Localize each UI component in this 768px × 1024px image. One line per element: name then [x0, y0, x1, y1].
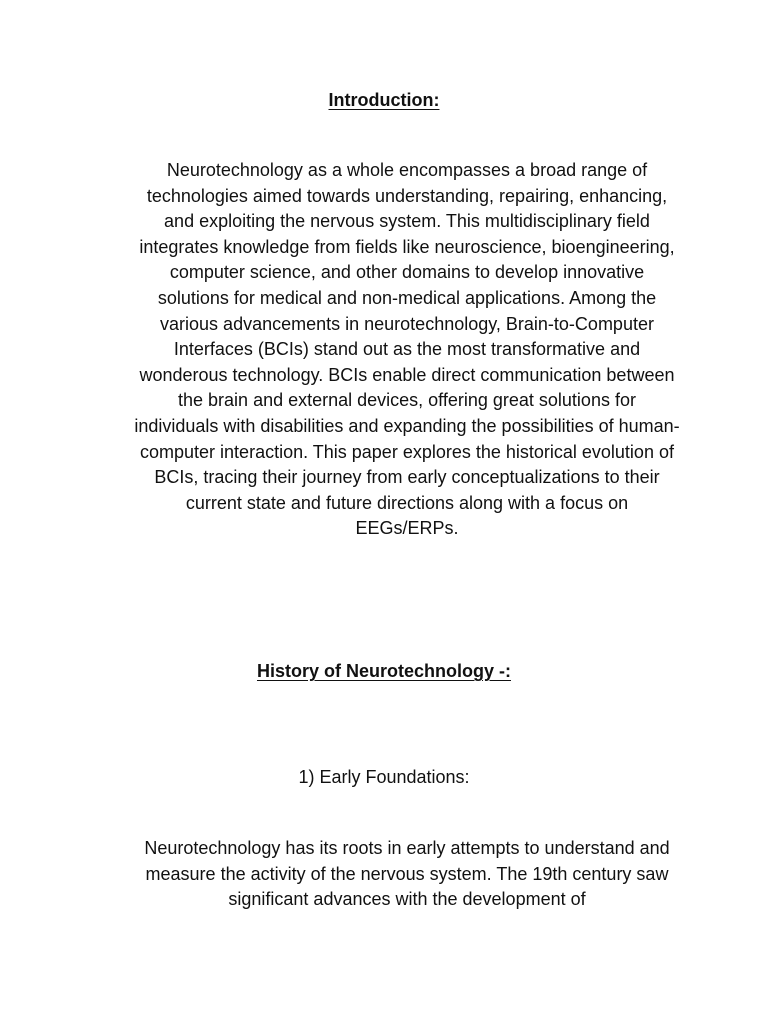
introduction-paragraph: Neurotechnology as a whole encompasses a broad range of technologies aimed towards understanding, repairing, enhancing, and exploiting the nervous system. This multidisciplinary field integrates knowledge from fields like neuroscience, bioengineering, computer science, and other domains to develop innovative solutions for medical and non-medical applications. Among the various advancements in neurotechnology, Brain-to-Computer Interfaces (BCIs) stand out as the most transformative and wonderous technology. BCIs enable direct communication between the brain and external devices, offering great solutions for individuals with disabilities and expanding the possibilities of human-computer interaction. This paper explores the historical evolution of BCIs, tracing their journey from early conceptualizations to their current state and future directions along with a focus on EEGs/ERPs.	[134, 160, 680, 539]
history-heading: History of Neurotechnology -:	[256, 661, 511, 681]
introduction-heading: Introduction:	[328, 90, 440, 110]
early-foundations-paragraph: Neurotechnology has its roots in early attempts to understand and measure the activity of the nervous system. The 19th century saw significant advances with the development of	[144, 838, 670, 910]
early-foundations-subheading: 1) Early Foundations:	[298, 767, 470, 787]
